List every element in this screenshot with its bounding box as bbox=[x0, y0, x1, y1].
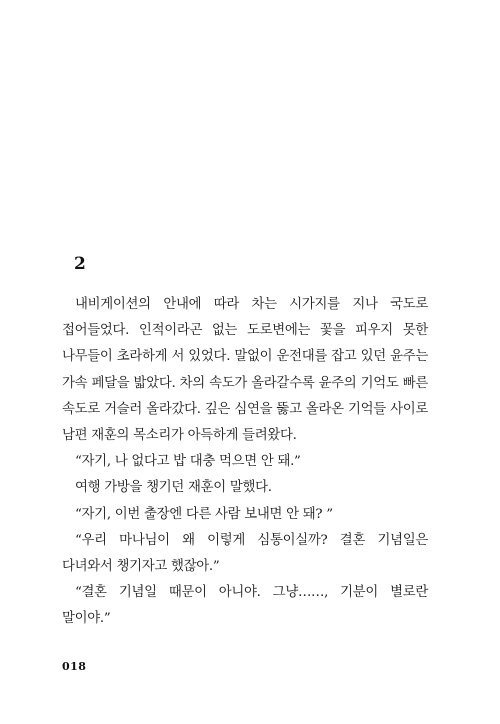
body-text bbox=[62, 292, 428, 633]
page-number: 018 bbox=[62, 660, 87, 673]
paragraph: “우리 마나님이 왜 이렇게 심통이실까? 결혼 기념일은 다녀와서 챙기자고 했잖아.” bbox=[62, 532, 428, 575]
paragraph: “결혼 기념일 때문이 아니야. 그냥……, 기분이 별로란 말이야.” bbox=[62, 585, 428, 627]
paragraph: 내비게이션의 안내에 따라 차는 시가지를 지나 국도로 접어들었다. 인적이라곤 없는 도로변에는 꽃을 피우지 못한 나무들이 초라하게 서 있었다. 말없이 운전대를 잡고 있던 윤주는 가속 페달을 밟았다. 차의 속도가 올라갈수록 윤주의 기억도 빠른 속도로 거슬러 올라갔다. 깊은 심연을 뚫고 올라온 기억들 사이로 남편 재훈의 목소리가 아득하게 들려왔다. bbox=[62, 297, 428, 444]
paragraph: “자기, 이번 출장엔 다른 사람 보내면 안 돼? ” bbox=[75, 506, 333, 522]
paragraph: 여행 가방을 챙기던 재훈이 말했다. bbox=[75, 480, 272, 496]
paragraph: “자기, 나 없다고 밥 대충 먹으면 안 돼.” bbox=[75, 454, 301, 470]
chapter-number: 2 bbox=[74, 254, 86, 274]
